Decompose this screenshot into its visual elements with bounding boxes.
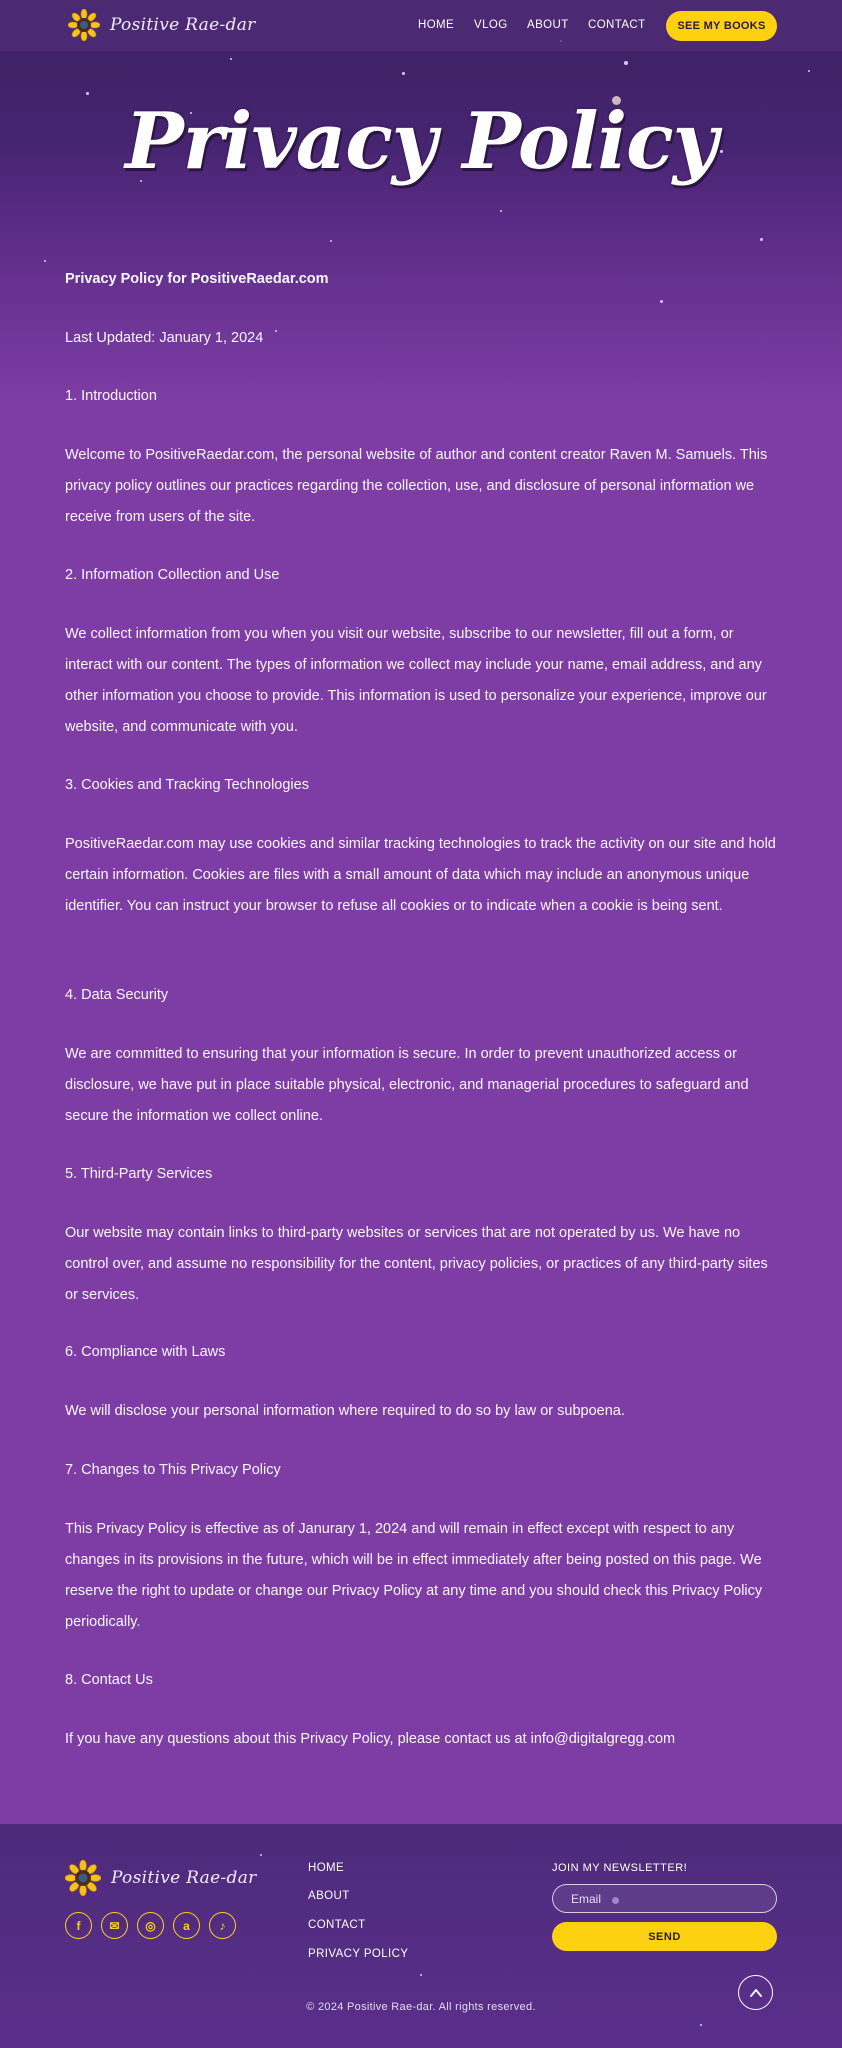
copyright-text: © 2024 Positive Rae-dar. All rights reserved. — [306, 2001, 536, 2013]
section-title-introduction: 1. Introduction — [65, 388, 157, 404]
newsletter-label: JOIN MY NEWSLETTER! — [552, 1862, 688, 1874]
facebook-icon[interactable]: f — [65, 1912, 92, 1939]
nav-home[interactable]: HOME — [418, 19, 455, 31]
last-updated: Last Updated: January 1, 2024 — [65, 330, 264, 346]
section-body-contact: If you have any questions about this Privacy Policy, please contact us at info@digitalgregg.com — [65, 1731, 676, 1747]
tiktok-icon[interactable]: ♪ — [209, 1912, 236, 1939]
section-body-collection: We collect information from you when you visit our website, subscribe to our newsletter, fill out a form, or interact with our content. The types of information we collect may include your name, email address, and any other information you choose to provide. This information is used to personalize your experience, improve our website, and communicate with you. — [65, 626, 767, 735]
instagram-icon[interactable]: ◎ — [137, 1912, 164, 1939]
section-body-cookies: PositiveRaedar.com may use cookies and similar tracking technologies to track the activity on our site and hold certain information. Cookies are files with a small amount of data which may include an anonymous unique identifier. You can instruct your browser to refuse all cookies or to indicate when a cookie is being sent. — [65, 836, 776, 914]
footer-link-about[interactable]: ABOUT — [308, 1890, 350, 1902]
section-title-security: 4. Data Security — [65, 987, 169, 1003]
site-logo[interactable] — [68, 9, 256, 41]
section-title-cookies: 3. Cookies and Tracking Technologies — [65, 777, 309, 793]
social-links — [65, 1912, 236, 1939]
see-my-books-button[interactable]: SEE MY BOOKS — [666, 11, 777, 41]
footer-logo[interactable] — [65, 1860, 257, 1896]
section-body-security: We are committed to ensuring that your information is secure. In order to prevent unauthorized access or disclosure, we have put in place suitable physical, electronic, and managerial procedures to safeguard and secure the information we collect online. — [65, 1046, 749, 1124]
chevron-up-icon — [748, 1985, 764, 2001]
policy-heading: Privacy Policy for PositiveRaedar.com — [65, 271, 329, 287]
footer-link-privacy-policy[interactable]: PRIVACY POLICY — [308, 1948, 409, 1960]
section-title-collection: 2. Information Collection and Use — [65, 567, 280, 583]
sunflower-logo-icon — [65, 1860, 101, 1896]
newsletter-send-button[interactable]: SEND — [552, 1922, 777, 1951]
page-title: Privacy Policy — [125, 96, 717, 187]
section-title-third-party: 5. Third-Party Services — [65, 1166, 213, 1182]
section-body-introduction: Welcome to PositiveRaedar.com, the personal website of author and content creator Raven M. Samuels. This privacy policy outlines our practices regarding the collection, use, and disclosure of personal information we receive from users of the site. — [65, 447, 768, 525]
site-header — [0, 0, 842, 51]
section-body-changes: This Privacy Policy is effective as of Janurary 1, 2024 and will remain in effect except with respect to any changes in its provisions in the future, which will be in effect immediately after being posted on this page. We reserve the right to update or change our Privacy Policy at any time and you should check this Privacy Policy periodically. — [65, 1521, 763, 1630]
sunflower-logo-icon — [68, 9, 100, 41]
footer-link-home[interactable]: HOME — [308, 1862, 345, 1874]
section-body-third-party: Our website may contain links to third-party websites or services that are not operated by us. We have no control over, and assume no responsibility for the content, privacy policies, or practices of any third-party sites or services. — [65, 1225, 768, 1303]
section-title-changes: 7. Changes to This Privacy Policy — [65, 1462, 281, 1478]
footer-link-contact[interactable]: CONTACT — [308, 1919, 366, 1931]
section-body-compliance: We will disclose your personal information where required to do so by law or subpoena. — [65, 1403, 625, 1419]
newsletter-email-input[interactable] — [552, 1884, 777, 1913]
section-title-compliance: 6. Compliance with Laws — [65, 1344, 226, 1360]
section-title-contact: 8. Contact Us — [65, 1672, 153, 1688]
site-footer — [0, 1824, 842, 2048]
nav-about[interactable]: ABOUT — [527, 19, 569, 31]
amazon-icon[interactable]: a — [173, 1912, 200, 1939]
footer-logo-text: Positive Rae-dar — [111, 1868, 257, 1888]
email-icon[interactable]: ✉ — [101, 1912, 128, 1939]
logo-text: Positive Rae-dar — [110, 15, 256, 35]
nav-vlog[interactable]: VLOG — [474, 19, 508, 31]
nav-contact[interactable]: CONTACT — [588, 19, 646, 31]
